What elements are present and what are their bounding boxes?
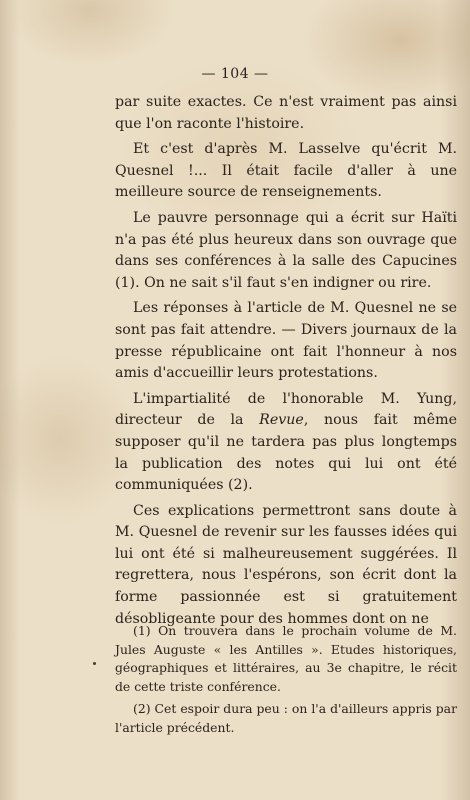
paragraph-1: par suite exactes. Ce n'est vraiment pas ainsi que l'on raconte l'histoire. bbox=[115, 94, 457, 132]
footnotes bbox=[115, 622, 457, 740]
paragraph-5-end: , nous fait même supposer qu'il ne tardera pas plus longtemps la publication des notes qui lui ont été communiquées (2). bbox=[115, 412, 457, 494]
footnote-2: (2) Cet espoir dura peu : on l'a d'ailleurs appris par l'article précédent. bbox=[115, 700, 457, 735]
paragraph-6: Ces explications permettront sans doute à M. Quesnel de revenir sur les fausses idées qui lui ont été si malheureusement suggérées. Il regrettera, nous l'espérons, son écrit dont la forme passionnée est si gratuitement désobligeante pour des hommes dont on ne bbox=[115, 502, 457, 627]
footnote-1: (1) On trouvera dans le prochain volume de M. Jules Auguste « les Antilles ». Etudes historiques, géographiques et littéraires, au 3e chapitre, le récit de cette triste conférence. bbox=[115, 623, 457, 695]
main-text bbox=[115, 92, 457, 634]
page-number: — 104 — bbox=[201, 66, 269, 82]
paragraph-5-start: L'impartialité de l'honorable M. Yung, directeur de la bbox=[115, 390, 457, 429]
revue-title: Revue bbox=[259, 412, 304, 429]
paragraph-4: Les réponses à l'article de M. Quesnel ne se sont pas fait attendre. — Divers journaux de la presse républicaine ont fait l'honneur à nos amis d'accueillir leurs protestations. bbox=[115, 300, 457, 382]
paragraph-5 bbox=[115, 389, 457, 497]
ink-speck bbox=[93, 662, 96, 665]
paragraph-3: Le pauvre personnage qui a écrit sur Haïti n'a pas été plus heureux dans son ouvrage que dans ses conférences à la salle des Capucines (1). On ne sait s'il faut s'en indigner ou rire. bbox=[115, 209, 457, 291]
paragraph-2: Et c'est d'après M. Lasselve qu'écrit M. Quesnel !... Il était facile d'aller à une meilleure source de renseignements. bbox=[115, 141, 457, 201]
